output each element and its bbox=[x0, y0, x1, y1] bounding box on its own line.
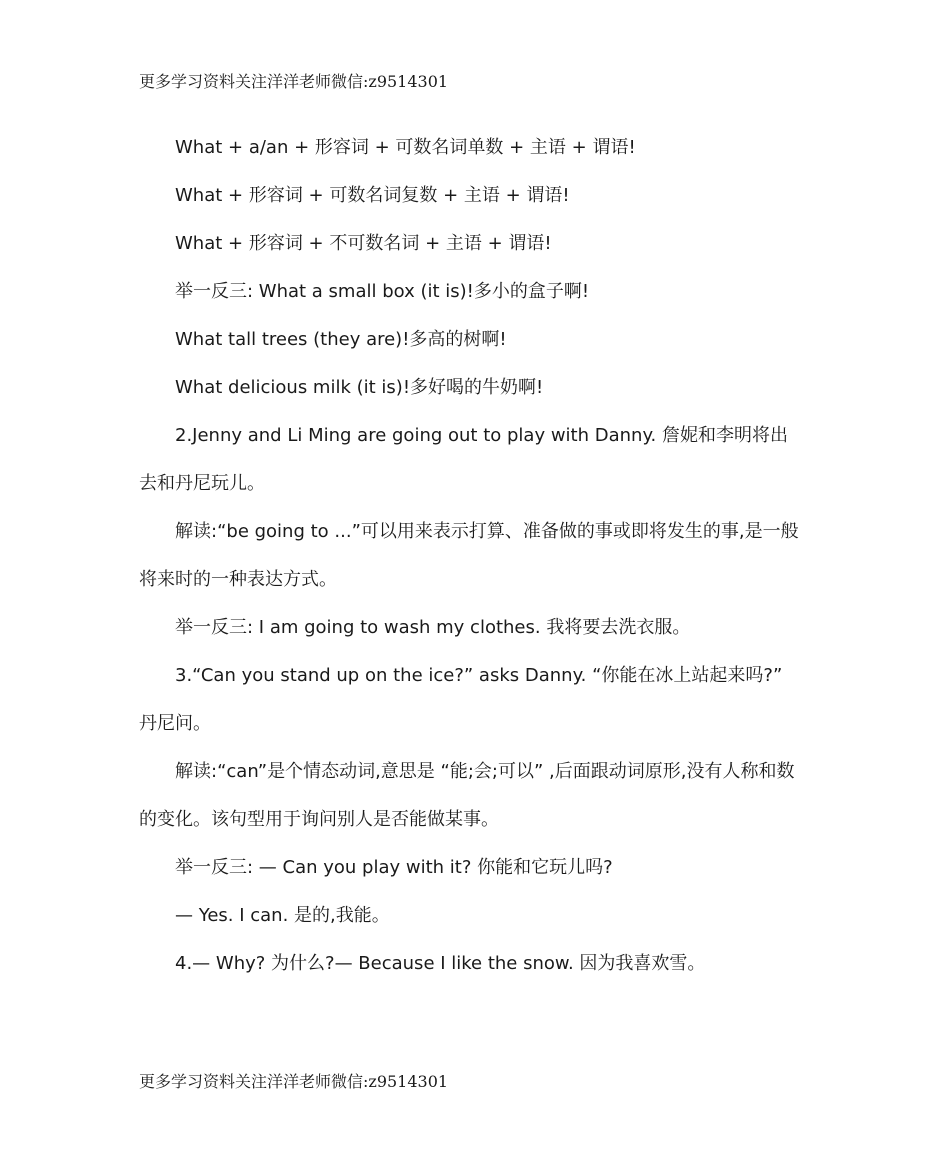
text-line: 4.— Why? 为什么?— Because I like the snow. 因为我喜欢雪。 bbox=[175, 953, 706, 974]
text-line: 将来时的一种表达方式。 bbox=[139, 569, 337, 590]
text-line: What + 形容词 + 不可数名词 + 主语 + 谓语! bbox=[175, 233, 552, 254]
text-line: 举一反三: What a small box (it is)!多小的盒子啊! bbox=[175, 281, 590, 302]
text-line: What + a/an + 形容词 + 可数名词单数 + 主语 + 谓语! bbox=[175, 137, 636, 158]
text-line: 丹尼问。 bbox=[139, 713, 211, 734]
page-footer: 更多学习资料关注洋洋老师微信:z9514301 bbox=[139, 1072, 449, 1091]
text-line: What + 形容词 + 可数名词复数 + 主语 + 谓语! bbox=[175, 185, 570, 206]
text-line: 2.Jenny and Li Ming are going out to play with Danny. 詹妮和李明将出 bbox=[175, 425, 788, 446]
page-header: 更多学习资料关注洋洋老师微信:z9514301 bbox=[139, 72, 449, 91]
text-line: 去和丹尼玩儿。 bbox=[139, 473, 265, 494]
text-line: 举一反三: I am going to wash my clothes. 我将要去洗衣服。 bbox=[175, 617, 691, 638]
text-line: 举一反三: — Can you play with it? 你能和它玩儿吗? bbox=[175, 857, 613, 878]
text-line: 解读:“can”是个情态动词,意思是 “能;会;可以” ,后面跟动词原形,没有人称和数 bbox=[175, 761, 795, 782]
text-line: 解读:“be going to ...”可以用来表示打算、准备做的事或即将发生的事,是一般 bbox=[175, 521, 799, 542]
text-line: — Yes. I can. 是的,我能。 bbox=[175, 905, 390, 926]
text-line: 3.“Can you stand up on the ice?” asks Danny. “你能在冰上站起来吗?” bbox=[175, 665, 783, 686]
text-line: 的变化。该句型用于询问别人是否能做某事。 bbox=[139, 809, 499, 830]
text-line: What tall trees (they are)!多高的树啊! bbox=[175, 329, 507, 350]
text-line: What delicious milk (it is)!多好喝的牛奶啊! bbox=[175, 377, 544, 398]
